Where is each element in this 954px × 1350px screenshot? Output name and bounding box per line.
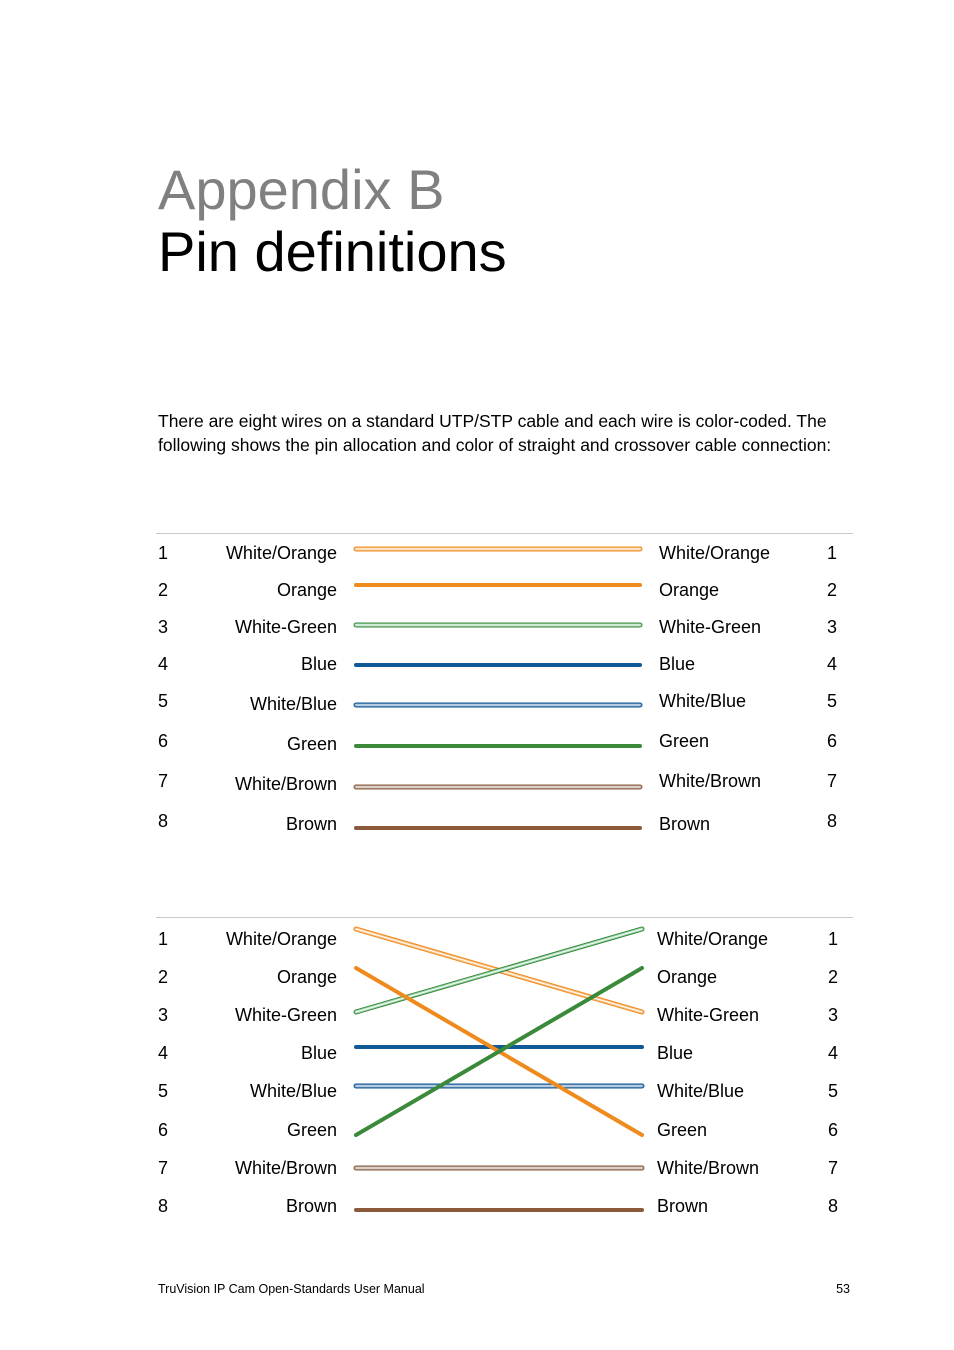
crossover-left-pin-1: 1 [158,929,169,949]
crossover-left-name-1: White/Orange [225,929,337,949]
crossover-right-pin-1: 1 [828,929,839,949]
crossover-right-pin-5: 5 [828,1081,839,1101]
straight-left-name-3: White-Green [234,617,337,637]
straight-left-name-4: Blue [300,654,337,674]
crossover-left-name-5: White/Blue [249,1081,337,1101]
crossover-right-name-3: White-Green [657,1005,760,1025]
straight-right-name-5: White/Blue [659,691,747,711]
straight-right-name-8: Brown [659,814,711,834]
crossover-right-name-8: Brown [657,1196,709,1216]
straight-right-name-6: Green [659,731,710,751]
straight-right-pin-6: 6 [827,731,838,751]
crossover-left-name-8: Brown [285,1196,337,1216]
crossover-right-pin-7: 7 [828,1158,839,1178]
straight-left-name-1: White/Orange [225,543,337,563]
straight-right-name-3: White-Green [659,617,762,637]
footer-page-number: 53 [836,1282,850,1296]
crossover-right-pin-2: 2 [828,967,839,987]
crossover-left-name-2: Orange [276,967,337,987]
crossover-left-pin-6: 6 [158,1120,169,1140]
crossover-right-pin-8: 8 [828,1196,839,1216]
page-title: Pin definitions [158,220,507,283]
crossover-right-pin-4: 4 [828,1043,839,1063]
straight-right-pin-2: 2 [827,580,838,600]
straight-right-name-2: Orange [659,580,720,600]
straight-left-name-6: Green [286,734,337,754]
straight-right-pin-5: 5 [827,691,838,711]
crossover-left-pin-4: 4 [158,1043,169,1063]
straight-right-pin-8: 8 [827,811,838,831]
straight-left-pin-1: 1 [158,543,169,563]
crossover-left-name-4: Blue [300,1043,337,1063]
crossover-left-name-7: White/Brown [234,1158,337,1178]
crossover-left-name-6: Green [286,1120,337,1140]
straight-left-name-7: White/Brown [234,774,337,794]
straight-right-pin-7: 7 [827,771,838,791]
crossover-right-name-5: White/Blue [657,1081,745,1101]
footer-manual-title: TruVision IP Cam Open-Standards User Manual [158,1282,425,1296]
crossover-right-pin-3: 3 [828,1005,839,1025]
straight-left-pin-8: 8 [158,811,169,831]
straight-left-pin-6: 6 [158,731,169,751]
crossover-left-pin-5: 5 [158,1081,169,1101]
appendix-label: Appendix B [158,158,445,221]
straight-left-name-8: Brown [285,814,337,834]
crossover-right-pin-6: 6 [828,1120,839,1140]
crossover-right-name-1: White/Orange [657,929,769,949]
straight-right-name-7: White/Brown [659,771,762,791]
straight-left-name-2: Orange [276,580,337,600]
crossover-right-name-2: Orange [657,967,718,987]
straight-right-name-1: White/Orange [659,543,771,563]
crossover-left-pin-2: 2 [158,967,169,987]
straight-left-pin-7: 7 [158,771,169,791]
crossover-right-name-7: White/Brown [657,1158,760,1178]
crossover-left-pin-7: 7 [158,1158,169,1178]
straight-right-pin-3: 3 [827,617,838,637]
straight-left-pin-5: 5 [158,691,169,711]
crossover-left-pin-3: 3 [158,1005,169,1025]
straight-right-pin-4: 4 [827,654,838,674]
crossover-right-name-4: Blue [657,1043,694,1063]
straight-left-pin-3: 3 [158,617,169,637]
crossover-left-name-3: White-Green [234,1005,337,1025]
straight-left-pin-2: 2 [158,580,169,600]
straight-left-name-5: White/Blue [249,694,337,714]
straight-right-name-4: Blue [659,654,696,674]
intro-paragraph: There are eight wires on a standard UTP/STP cable and each wire is color-coded. The following shows the pin allocation and color of straight and crossover cable connection: [158,411,832,455]
crossover-left-pin-8: 8 [158,1196,169,1216]
straight-left-pin-4: 4 [158,654,169,674]
straight-right-pin-1: 1 [827,543,838,563]
crossover-right-name-6: Green [657,1120,708,1140]
